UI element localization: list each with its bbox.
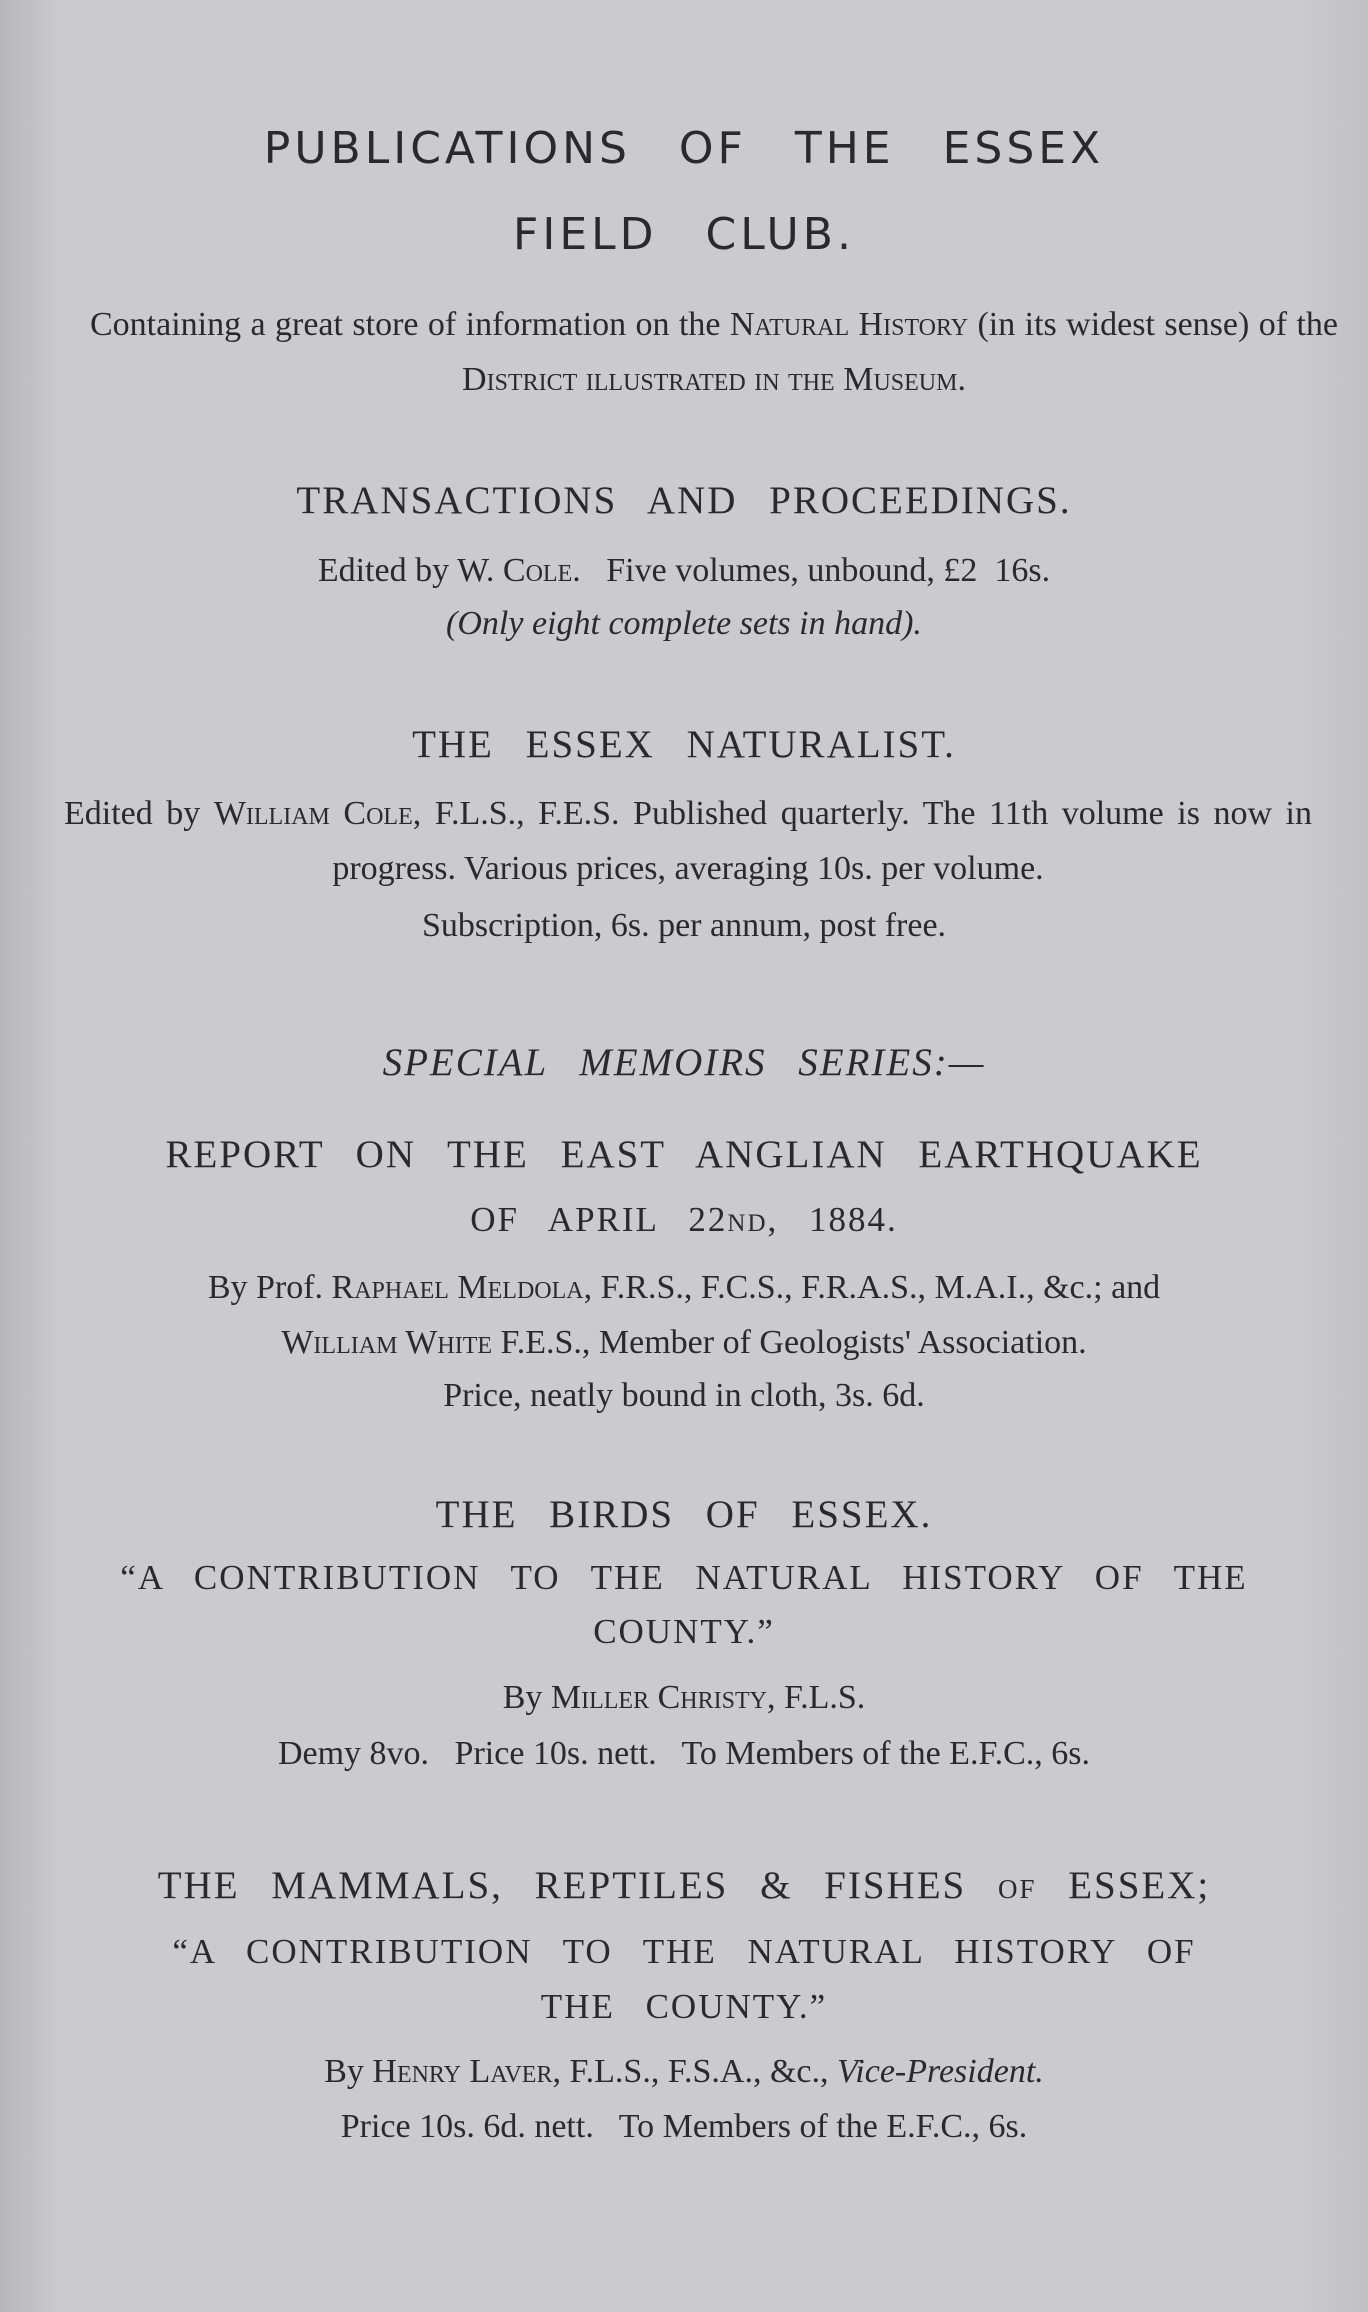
earthquake-authors-line-1: [60, 1260, 1308, 1315]
naturalist-paragraph: [60, 786, 1316, 896]
earthquake-day: 22nd: [688, 1200, 768, 1239]
birds-author: [60, 1670, 1308, 1725]
transactions-note: (Only eight complete sets in hand).: [446, 605, 922, 642]
transactions-edited: [60, 543, 1308, 598]
earthquake-title-line-1: REPORT ON THE EAST ANGLIAN EARTHQUAKE: [165, 1133, 1203, 1176]
earthquake-author-1: Raphael Meldola: [331, 1269, 584, 1306]
birds-price: Demy 8vo. Price 10s. nett. To Members of the E.F.C., 6s.: [277, 1735, 1091, 1772]
birds-author-name: Miller Christy: [550, 1679, 767, 1716]
intro-district: District illustrated in the Museum: [462, 361, 958, 398]
transactions-text: Edited by W.: [317, 552, 503, 589]
intro-natural-history: Natural History: [729, 306, 969, 343]
naturalist-text: Edited by: [64, 795, 214, 832]
birds-subtitle-line-2: COUNTY.”: [593, 1612, 775, 1651]
earthquake-title-line-2: [60, 1200, 1308, 1240]
birds-subtitle-line-1: “A CONTRIBUTION TO THE NATURAL HISTORY OF THE: [120, 1558, 1248, 1597]
transactions-editor: Cole: [502, 552, 573, 589]
naturalist-heading: THE ESSEX NATURALIST.: [412, 723, 956, 766]
intro-text: .: [957, 361, 966, 398]
earthquake-text: F.E.S., Member of Geologists' Association.: [492, 1324, 1087, 1361]
mammals-subtitle-line-1: “A CONTRIBUTION TO THE NATURAL HISTORY OF: [172, 1932, 1196, 1971]
earthquake-date-text: , 1884.: [767, 1200, 898, 1239]
mammals-text: By: [324, 2053, 373, 2090]
memoirs-heading: SPECIAL MEMOIRS SERIES:—: [382, 1041, 986, 1084]
naturalist-editor: William Cole: [213, 795, 413, 832]
title-line-2: FIELD CLUB.: [513, 209, 855, 260]
earthquake-authors-line-2: [60, 1315, 1308, 1370]
birds-text: , F.L.S.: [766, 1679, 866, 1716]
intro-text: Containing a great store of information on the: [90, 306, 730, 343]
mammals-price: Price 10s. 6d. nett. To Members of the E.F.C., 6s.: [340, 2108, 1028, 2145]
mammals-author-role: Vice-President.: [837, 2053, 1044, 2090]
birds-text: By: [502, 1679, 551, 1716]
mammals-text: , F.L.S., F.S.A., &c.,: [552, 2053, 838, 2090]
birds-heading: THE BIRDS OF ESSEX.: [435, 1493, 933, 1536]
earthquake-text: By Prof.: [207, 1269, 332, 1306]
mammals-heading-of: of: [997, 1864, 1037, 1907]
earthquake-text: , F.R.S., F.C.S., F.R.A.S., M.A.I., &c.; and: [583, 1269, 1161, 1306]
mammals-author: [60, 2044, 1308, 2099]
mammals-heading-text: THE MAMMALS, REPTILES & FISHES: [157, 1864, 998, 1907]
mammals-subtitle-line-2: THE COUNTY.”: [540, 1987, 828, 2026]
mammals-author-name: Henry Laver: [372, 2053, 553, 2090]
naturalist-text: , F.L.S., F.E.S. Published quarterly. The 11th volume is now in progress. Various prices, averaging 10s. per volume.: [332, 795, 1312, 887]
mammals-heading-text: ESSEX;: [1036, 1864, 1211, 1907]
title-line-1: PUBLICATIONS OF THE ESSEX: [263, 123, 1105, 174]
earthquake-price: Price, neatly bound in cloth, 3s. 6d.: [443, 1377, 925, 1414]
earthquake-author-2: William White: [281, 1324, 493, 1361]
intro-paragraph: [60, 297, 1368, 407]
page-title: [60, 106, 1308, 278]
naturalist-subscription: Subscription, 6s. per annum, post free.: [421, 907, 947, 944]
intro-text: (in its widest sense) of the: [968, 306, 1338, 343]
transactions-text: . Five volumes, unbound, £2 16s.: [572, 552, 1051, 589]
mammals-heading: [60, 1863, 1308, 1908]
transactions-heading: TRANSACTIONS AND PROCEEDINGS.: [296, 479, 1072, 522]
earthquake-date-text: OF APRIL: [470, 1200, 689, 1239]
